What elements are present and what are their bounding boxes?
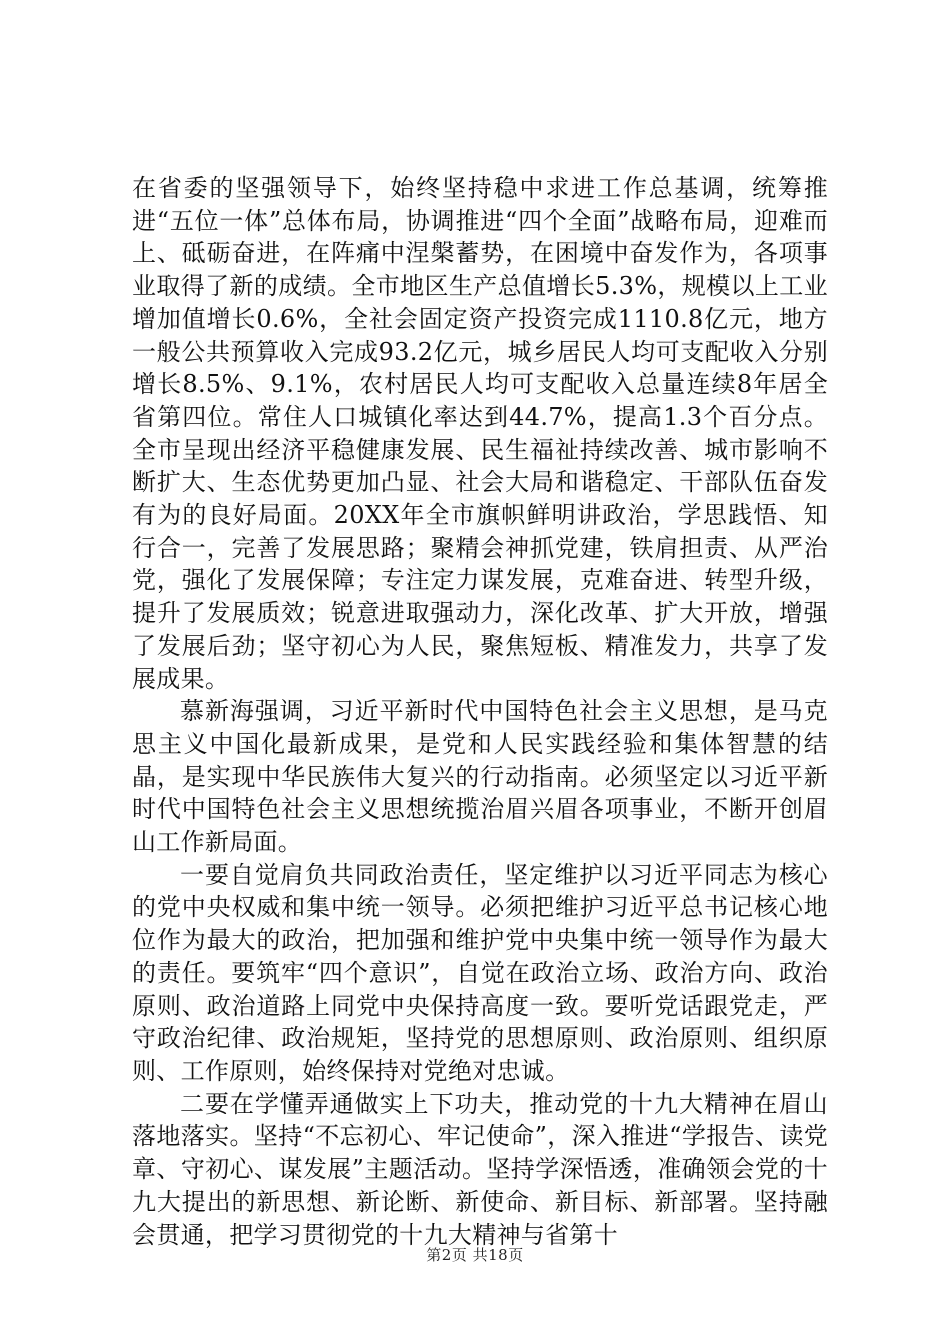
paragraph-3: 一要自觉肩负共同政治责任，坚定维护以习近平同志为核心的党中央权威和集中统一领导。必须把维护习近平总书记核心地位作为最大的政治，把加强和维护党中央集中统一领导作为最大的责任。要筑牢“四个意识”，自觉在政治立场、政治方向、政治原则、政治道路上同党中央保持高度一致。要听党话跟党走，严守政治纪律、政治规矩，坚持党的思想原则、政治原则、组织原则、工作原则，始终保持对党绝对忠诚。 — [132, 860, 828, 1085]
page-number-footer: 第2页 共18页 — [426, 1246, 524, 1264]
paragraph-2: 慕新海强调，习近平新时代中国特色社会主义思想，是马克思主义中国化最新成果，是党和人民实践经验和集体智慧的结晶，是实现中华民族伟大复兴的行动指南。必须坚定以习近平新时代中国特色社会主义思想统揽治眉兴眉各项事业，不断开创眉山工作新局面。 — [132, 697, 828, 857]
paragraph-1: 在省委的坚强领导下，始终坚持稳中求进工作总基调，统筹推进“五位一体”总体布局，协调推进“四个全面”战略布局，迎难而上、砥砺奋进，在阵痛中涅槃蓄势，在困境中奋发作为，各项事业取得了新的成绩。全市地区生产总值增长5.3%，规模以上工业增加值增长0.6%，全社会固定资产投资完成1110.8亿元，地方一般公共预算收入完成93.2亿元，城乡居民人均可支配收入分别增长8.5%、9.1%，农村居民人均可支配收入总量连续8年居全省第四位。常住人口城镇化率达到44.7%，提高1.3个百分点。全市呈现出经济平稳健康发展、民生福祉持续改善、城市影响不断扩大、生态优势更加凸显、社会大局和谐稳定、干部队伍奋发有为的良好局面。20XX年全市旗帜鲜明讲政治，学思践悟、知行合一，完善了发展思路；聚精会神抓党建，铁肩担责、从严治党，强化了发展保障；专注定力谋发展，克难奋进、转型升级，提升了发展质效；锐意进取强动力，深化改革、扩大开放，增强了发展后劲；坚守初心为人民，聚焦短板、精准发力，共享了发展成果。 — [132, 174, 828, 693]
document-body — [132, 172, 828, 1251]
paragraph-4: 二要在学懂弄通做实上下功夫，推动党的十九大精神在眉山落地落实。坚持“不忘初心、牢记使命”，深入推进“学报告、读党章、守初心、谋发展”主题活动。坚持学深悟透，准确领会党的十九大提出的新思想、新论断、新使命、新目标、新部署。坚持融会贯通，把学习贯彻党的十九大精神与省第十 — [132, 1089, 828, 1249]
